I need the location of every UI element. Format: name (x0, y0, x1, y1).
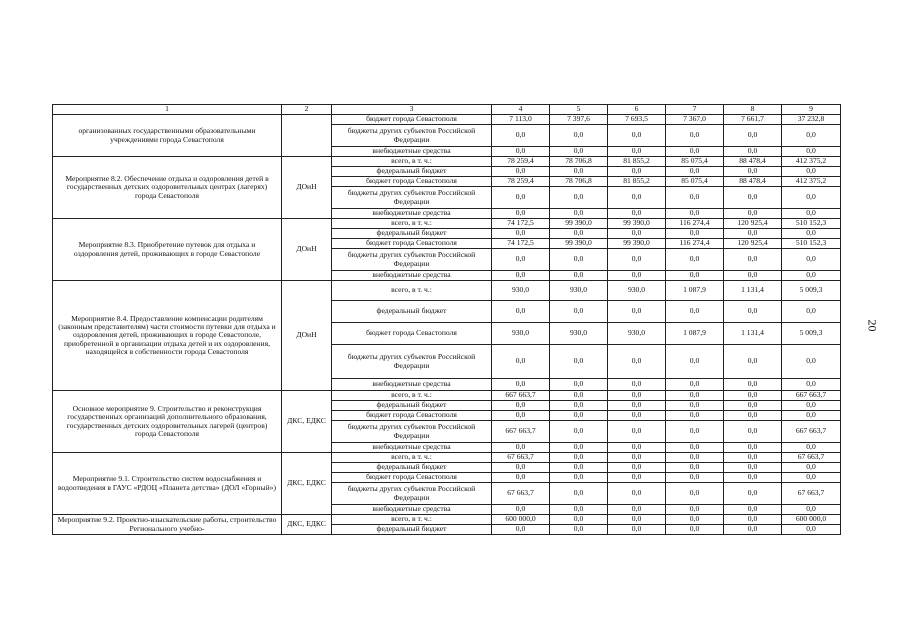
value-cell: 0,0 (666, 187, 724, 209)
value-cell: 0,0 (666, 301, 724, 323)
value-cell: 7 367,0 (666, 115, 724, 125)
funding-source-cell: всего, в т. ч.: (332, 281, 492, 301)
value-cell: 0,0 (492, 525, 550, 535)
value-cell: 67 663,7 (492, 483, 550, 505)
value-cell: 116 274,4 (666, 239, 724, 249)
value-cell: 0,0 (550, 209, 608, 219)
value-cell: 0,0 (608, 125, 666, 147)
value-cell: 0,0 (724, 391, 782, 401)
value-cell: 1 087,9 (666, 281, 724, 301)
value-cell: 0,0 (608, 271, 666, 281)
funding-source-cell: федеральный бюджет (332, 301, 492, 323)
table-row (53, 115, 841, 125)
value-cell: 0,0 (608, 473, 666, 483)
table-row (53, 157, 841, 167)
value-cell: 930,0 (550, 323, 608, 345)
value-cell: 0,0 (492, 443, 550, 453)
value-cell: 0,0 (782, 379, 841, 391)
value-cell: 0,0 (724, 421, 782, 443)
table-row (53, 453, 841, 463)
value-cell: 0,0 (550, 443, 608, 453)
value-cell: 78 706,8 (550, 177, 608, 187)
measure-cell: Мероприятие 8.3. Приобретение путевок для отдыха и оздоровления детей, проживающих в городе Севастополе (53, 219, 282, 281)
executor-cell: ДКС, ЕДКС (282, 453, 332, 515)
value-cell: 0,0 (608, 515, 666, 525)
value-cell: 667 663,7 (492, 391, 550, 401)
value-cell: 0,0 (492, 271, 550, 281)
value-cell: 0,0 (550, 271, 608, 281)
value-cell: 0,0 (492, 401, 550, 411)
value-cell: 412 375,2 (782, 177, 841, 187)
measure-cell: Мероприятие 9.2. Проектно-изыскательские работы, строительство Регионального учебно- (53, 515, 282, 535)
value-cell: 0,0 (666, 391, 724, 401)
value-cell: 0,0 (666, 421, 724, 443)
value-cell: 930,0 (550, 281, 608, 301)
value-cell: 0,0 (550, 463, 608, 473)
funding-source-cell: федеральный бюджет (332, 463, 492, 473)
measure-cell: организованных государственными образовательными учреждениями города Севастополя (53, 115, 282, 157)
funding-source-cell: бюджет города Севастополя (332, 323, 492, 345)
value-cell: 0,0 (724, 249, 782, 271)
executor-cell (282, 115, 332, 157)
value-cell: 0,0 (492, 209, 550, 219)
measure-cell: Основное мероприятие 9. Строительство и реконструкция государственных организаций дополнительного образования, государственных детских оздоровительных лагерей (центров) города Севастополя (53, 391, 282, 453)
funding-source-cell: федеральный бюджет (332, 401, 492, 411)
funding-source-cell: бюджет города Севастополя (332, 177, 492, 187)
value-cell: 0,0 (724, 483, 782, 505)
value-cell: 0,0 (724, 443, 782, 453)
value-cell: 0,0 (492, 249, 550, 271)
value-cell: 0,0 (550, 187, 608, 209)
value-cell: 0,0 (608, 401, 666, 411)
value-cell: 1 087,9 (666, 323, 724, 345)
value-cell: 0,0 (608, 301, 666, 323)
value-cell: 930,0 (608, 281, 666, 301)
funding-source-cell: федеральный бюджет (332, 525, 492, 535)
table-row (53, 219, 841, 229)
value-cell: 67 663,7 (782, 453, 841, 463)
value-cell: 0,0 (608, 345, 666, 379)
value-cell: 0,0 (608, 443, 666, 453)
value-cell: 5 009,3 (782, 281, 841, 301)
value-cell: 0,0 (666, 473, 724, 483)
value-cell: 0,0 (782, 401, 841, 411)
value-cell: 0,0 (608, 147, 666, 157)
funding-source-cell: бюджеты других субъектов Российской Федерации (332, 187, 492, 209)
value-cell: 0,0 (492, 463, 550, 473)
value-cell: 0,0 (666, 401, 724, 411)
value-cell: 0,0 (550, 473, 608, 483)
value-cell: 67 663,7 (782, 483, 841, 505)
value-cell: 0,0 (782, 473, 841, 483)
value-cell: 7 661,7 (724, 115, 782, 125)
value-cell: 0,0 (724, 345, 782, 379)
value-cell: 0,0 (724, 301, 782, 323)
value-cell: 930,0 (492, 281, 550, 301)
value-cell: 0,0 (666, 147, 724, 157)
value-cell: 1 131,4 (724, 323, 782, 345)
funding-source-cell: всего, в т. ч.: (332, 219, 492, 229)
value-cell: 0,0 (492, 301, 550, 323)
value-cell: 600 000,0 (492, 515, 550, 525)
value-cell: 0,0 (666, 209, 724, 219)
value-cell: 0,0 (492, 187, 550, 209)
executor-cell: ДКС, ЕДКС (282, 391, 332, 453)
value-cell: 0,0 (492, 125, 550, 147)
value-cell: 0,0 (666, 505, 724, 515)
value-cell: 667 663,7 (782, 421, 841, 443)
value-cell: 0,0 (724, 505, 782, 515)
value-cell: 0,0 (724, 463, 782, 473)
value-cell: 1 131,4 (724, 281, 782, 301)
value-cell: 0,0 (782, 209, 841, 219)
funding-source-cell: внебюджетные средства (332, 443, 492, 453)
value-cell: 0,0 (550, 167, 608, 177)
value-cell: 0,0 (666, 271, 724, 281)
value-cell: 0,0 (608, 229, 666, 239)
value-cell: 0,0 (492, 505, 550, 515)
value-cell: 0,0 (550, 391, 608, 401)
value-cell: 930,0 (608, 323, 666, 345)
measure-cell: Мероприятие 9.1. Строительство систем водоснабжения и водоотведения в ГАУС «РДОЦ «Планета детства» (ДОЛ «Горный») (53, 453, 282, 515)
value-cell: 0,0 (724, 167, 782, 177)
value-cell: 412 375,2 (782, 157, 841, 167)
value-cell: 0,0 (608, 411, 666, 421)
value-cell: 0,0 (724, 379, 782, 391)
value-cell: 0,0 (608, 463, 666, 473)
value-cell: 0,0 (724, 473, 782, 483)
value-cell: 0,0 (550, 453, 608, 463)
value-cell: 0,0 (608, 421, 666, 443)
executor-cell: ДОиН (282, 281, 332, 391)
value-cell: 120 925,4 (724, 219, 782, 229)
value-cell: 600 000,0 (782, 515, 841, 525)
value-cell: 0,0 (608, 483, 666, 505)
value-cell: 667 663,7 (782, 391, 841, 401)
funding-source-cell: всего, в т. ч.: (332, 391, 492, 401)
value-cell: 0,0 (608, 209, 666, 219)
value-cell: 74 172,5 (492, 219, 550, 229)
funding-source-cell: внебюджетные средства (332, 271, 492, 281)
value-cell: 0,0 (550, 515, 608, 525)
value-cell: 0,0 (492, 411, 550, 421)
header-cell: 5 (550, 105, 608, 115)
value-cell: 0,0 (608, 525, 666, 535)
value-cell: 78 706,8 (550, 157, 608, 167)
funding-source-cell: внебюджетные средства (332, 209, 492, 219)
value-cell: 0,0 (724, 209, 782, 219)
value-cell: 116 274,4 (666, 219, 724, 229)
value-cell: 99 390,0 (608, 219, 666, 229)
value-cell: 0,0 (666, 125, 724, 147)
value-cell: 0,0 (782, 125, 841, 147)
value-cell: 0,0 (608, 453, 666, 463)
value-cell: 0,0 (666, 453, 724, 463)
table-row (53, 281, 841, 301)
value-cell: 510 152,3 (782, 239, 841, 249)
page-number: 20 (865, 319, 880, 332)
value-cell: 0,0 (492, 379, 550, 391)
funding-source-cell: бюджеты других субъектов Российской Федерации (332, 249, 492, 271)
value-cell: 0,0 (782, 167, 841, 177)
value-cell: 78 259,4 (492, 157, 550, 167)
value-cell: 0,0 (782, 147, 841, 157)
funding-source-cell: бюджет города Севастополя (332, 239, 492, 249)
measure-cell: Мероприятие 8.4. Предоставление компенсации родителям (законным представителям) части стоимости путевки для отдыха и оздоровления детей, проживающих в городе Севастополе, приобретенной в организации отдыха детей и их оздоровления, находящейся в собственности города Севастополя (53, 281, 282, 391)
value-cell: 0,0 (782, 229, 841, 239)
value-cell: 0,0 (550, 421, 608, 443)
executor-cell: ДОиН (282, 157, 332, 219)
value-cell: 0,0 (666, 379, 724, 391)
measure-cell: Мероприятие 8.2. Обеспечение отдыха и оздоровления детей в государственных детских оздоровительных центрах (лагерях) города Севастополя (53, 157, 282, 219)
value-cell: 81 855,2 (608, 177, 666, 187)
budget-table (52, 104, 841, 535)
value-cell: 0,0 (666, 463, 724, 473)
value-cell: 0,0 (492, 345, 550, 379)
value-cell: 0,0 (782, 505, 841, 515)
value-cell: 37 232,8 (782, 115, 841, 125)
value-cell: 99 390,0 (550, 239, 608, 249)
header-cell: 8 (724, 105, 782, 115)
funding-source-cell: бюджет города Севастополя (332, 411, 492, 421)
value-cell: 99 390,0 (550, 219, 608, 229)
funding-source-cell: бюджет города Севастополя (332, 115, 492, 125)
value-cell: 0,0 (724, 125, 782, 147)
value-cell: 0,0 (782, 301, 841, 323)
funding-source-cell: федеральный бюджет (332, 229, 492, 239)
value-cell: 0,0 (666, 229, 724, 239)
funding-source-cell: бюджеты других субъектов Российской Федерации (332, 125, 492, 147)
value-cell: 0,0 (666, 525, 724, 535)
value-cell: 88 478,4 (724, 177, 782, 187)
funding-source-cell: бюджет города Севастополя (332, 473, 492, 483)
funding-source-cell: всего, в т. ч.: (332, 453, 492, 463)
value-cell: 0,0 (782, 525, 841, 535)
value-cell: 0,0 (550, 401, 608, 411)
value-cell: 7 113,0 (492, 115, 550, 125)
funding-source-cell: внебюджетные средства (332, 147, 492, 157)
value-cell: 99 390,0 (608, 239, 666, 249)
value-cell: 0,0 (782, 345, 841, 379)
value-cell: 0,0 (550, 411, 608, 421)
value-cell: 74 172,5 (492, 239, 550, 249)
value-cell: 67 663,7 (492, 453, 550, 463)
value-cell: 0,0 (666, 483, 724, 505)
value-cell: 0,0 (492, 147, 550, 157)
header-cell: 7 (666, 105, 724, 115)
value-cell: 0,0 (666, 443, 724, 453)
value-cell: 0,0 (550, 301, 608, 323)
funding-source-cell: бюджеты других субъектов Российской Федерации (332, 421, 492, 443)
value-cell: 0,0 (550, 483, 608, 505)
funding-source-cell: бюджеты других субъектов Российской Федерации (332, 483, 492, 505)
value-cell: 81 855,2 (608, 157, 666, 167)
value-cell: 0,0 (782, 443, 841, 453)
value-cell: 85 075,4 (666, 157, 724, 167)
executor-cell: ДКС, ЕДКС (282, 515, 332, 535)
value-cell: 0,0 (724, 453, 782, 463)
value-cell: 0,0 (608, 187, 666, 209)
value-cell: 0,0 (608, 505, 666, 515)
value-cell: 7 693,5 (608, 115, 666, 125)
value-cell: 930,0 (492, 323, 550, 345)
value-cell: 0,0 (724, 229, 782, 239)
funding-source-cell: всего, в т. ч.: (332, 157, 492, 167)
value-cell: 0,0 (608, 249, 666, 271)
header-cell: 4 (492, 105, 550, 115)
header-cell: 2 (282, 105, 332, 115)
value-cell: 0,0 (782, 271, 841, 281)
funding-source-cell: всего, в т. ч.: (332, 515, 492, 525)
executor-cell: ДОиН (282, 219, 332, 281)
value-cell: 0,0 (550, 125, 608, 147)
value-cell: 0,0 (492, 167, 550, 177)
value-cell: 120 925,4 (724, 239, 782, 249)
value-cell: 667 663,7 (492, 421, 550, 443)
value-cell: 0,0 (782, 463, 841, 473)
value-cell: 0,0 (782, 187, 841, 209)
value-cell: 0,0 (666, 167, 724, 177)
value-cell: 0,0 (550, 345, 608, 379)
value-cell: 0,0 (608, 379, 666, 391)
header-cell: 9 (782, 105, 841, 115)
value-cell: 0,0 (724, 187, 782, 209)
table-row (53, 515, 841, 525)
header-cell: 6 (608, 105, 666, 115)
value-cell: 0,0 (724, 147, 782, 157)
value-cell: 0,0 (724, 525, 782, 535)
value-cell: 0,0 (666, 249, 724, 271)
value-cell: 0,0 (666, 515, 724, 525)
value-cell: 5 009,3 (782, 323, 841, 345)
funding-source-cell: внебюджетные средства (332, 505, 492, 515)
value-cell: 0,0 (550, 525, 608, 535)
value-cell: 0,0 (724, 515, 782, 525)
value-cell: 0,0 (666, 411, 724, 421)
header-cell: 3 (332, 105, 492, 115)
value-cell: 0,0 (608, 391, 666, 401)
value-cell: 0,0 (782, 249, 841, 271)
value-cell: 510 152,3 (782, 219, 841, 229)
header-row (53, 105, 841, 115)
value-cell: 0,0 (550, 505, 608, 515)
value-cell: 0,0 (724, 401, 782, 411)
value-cell: 88 478,4 (724, 157, 782, 167)
funding-source-cell: бюджеты других субъектов Российской Федерации (332, 345, 492, 379)
value-cell: 0,0 (550, 147, 608, 157)
funding-source-cell: федеральный бюджет (332, 167, 492, 177)
value-cell: 78 259,4 (492, 177, 550, 187)
value-cell: 7 397,6 (550, 115, 608, 125)
table-row (53, 391, 841, 401)
value-cell: 0,0 (724, 411, 782, 421)
value-cell: 0,0 (550, 229, 608, 239)
value-cell: 0,0 (724, 271, 782, 281)
value-cell: 0,0 (666, 345, 724, 379)
value-cell: 0,0 (492, 473, 550, 483)
value-cell: 85 075,4 (666, 177, 724, 187)
header-cell: 1 (53, 105, 282, 115)
value-cell: 0,0 (782, 411, 841, 421)
value-cell: 0,0 (608, 167, 666, 177)
value-cell: 0,0 (550, 249, 608, 271)
funding-source-cell: внебюджетные средства (332, 379, 492, 391)
value-cell: 0,0 (492, 229, 550, 239)
value-cell: 0,0 (550, 379, 608, 391)
